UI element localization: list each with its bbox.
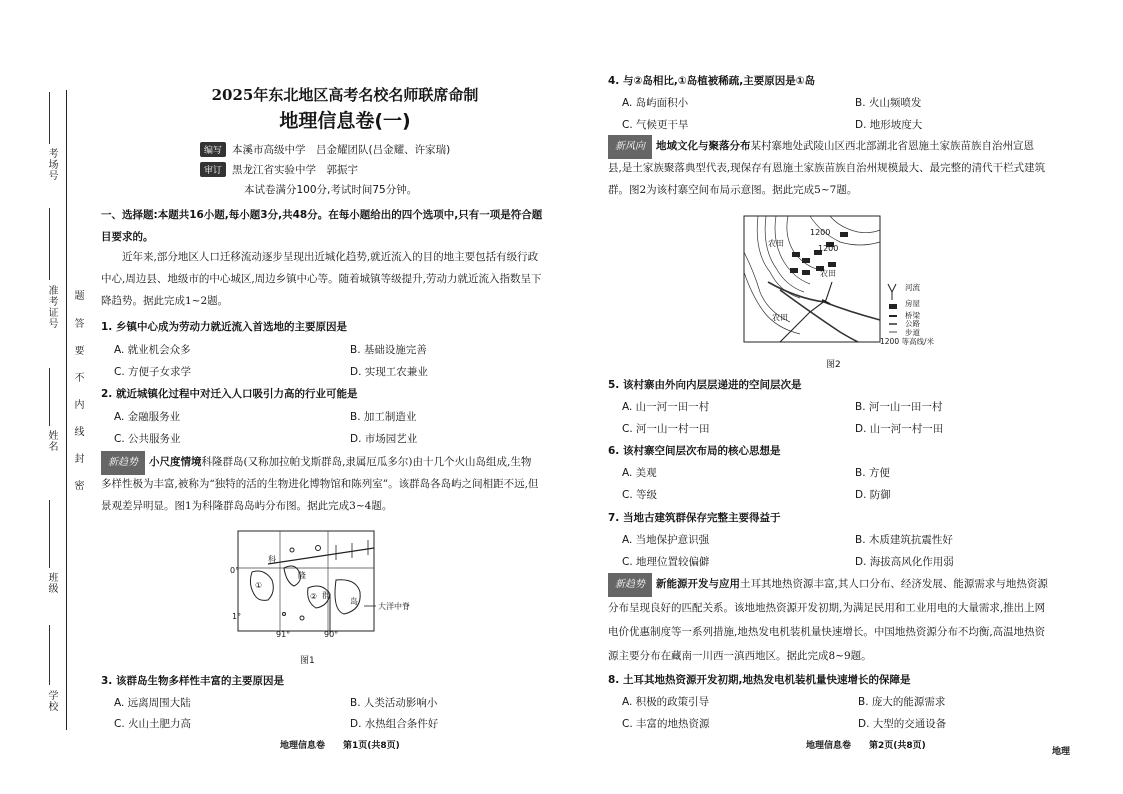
school-label: 学校	[46, 690, 57, 712]
map-label: 隆	[298, 571, 306, 580]
legend-road: 公路	[905, 319, 920, 328]
case3-title: 新能源开发与应用	[656, 578, 740, 590]
reviewer-tag: 审订	[200, 162, 226, 177]
question-6: 6. 该村寨空间层次布局的核心思想是	[608, 445, 781, 457]
case3-line: 分布呈现良好的匹配关系。该地地热资源开发初期,为满足民用和工业用电的大量需求,推出上网	[608, 602, 1046, 614]
editor-text: 本溪市高级中学 吕金耀团队(吕金耀、许家瑞)	[232, 144, 451, 156]
q7-option-c[interactable]: C. 地理位置较偏僻	[622, 556, 710, 568]
exam-series-title: 2025年东北地区高考名校名师联席命制	[211, 86, 479, 104]
section-heading: 一、选择题:本题共16小题,每小题3分,共48分。在每小题给出的四个选项中,只有一项是符合题	[101, 209, 543, 221]
case2-line: 群。图2为该村寨空间布局示意图。据此完成5~7题。	[608, 184, 858, 196]
name-label: 姓名	[46, 430, 57, 452]
case2-line: 县,是土家族聚落典型代表,现保存有恩施土家族苗族自治州规模最大、最完整的清代干栏式建筑	[608, 162, 1046, 174]
q4-option-d[interactable]: D. 地形坡度大	[855, 119, 923, 131]
binding-line	[66, 90, 67, 730]
q1-option-a[interactable]: A. 就业机会众多	[114, 344, 191, 356]
map-label: 群	[322, 591, 330, 600]
editor-tag: 编写	[200, 142, 226, 157]
q6-option-d[interactable]: D. 防御	[855, 489, 891, 501]
question-7: 7. 当地古建筑群保存完整主要得益于	[608, 512, 781, 524]
editor-line	[200, 142, 450, 157]
seal-char: 密	[72, 480, 83, 491]
field-label: 农田	[772, 313, 788, 322]
q1-option-c[interactable]: C. 方便子女求学	[114, 366, 192, 378]
q2-option-b[interactable]: B. 加工制造业	[350, 411, 417, 423]
class-label: 班级	[46, 572, 57, 594]
map-label: 科	[268, 555, 276, 564]
reviewer-text: 黑龙江省实验中学 郭振宇	[232, 164, 359, 176]
page-footer-right: 地理信息卷 第2页(共8页)	[806, 741, 926, 751]
question-5: 5. 该村寨由外向内层层递进的空间层次是	[608, 379, 802, 391]
class-field[interactable]	[49, 500, 50, 568]
field-label: 农田	[768, 239, 784, 248]
q6-option-a[interactable]: A. 美观	[622, 467, 657, 479]
question-1: 1. 乡镇中心成为劳动力就近流入首选地的主要原因是	[101, 321, 347, 333]
case1-text: 科隆群岛(又称加拉帕戈斯群岛,隶属厄瓜多尔)由十几个火山岛组成,生物	[201, 456, 532, 468]
case3-line	[608, 573, 1048, 597]
q2-option-d[interactable]: D. 市场园艺业	[350, 433, 418, 445]
q8-option-d[interactable]: D. 大型的交通设备	[858, 718, 947, 730]
paper-title: 地理信息卷(一)	[279, 110, 411, 132]
legend-river: 河流	[905, 283, 920, 292]
subject-corner-label: 地理	[1052, 747, 1071, 757]
page-footer-left: 地理信息卷 第1页(共8页)	[280, 741, 400, 751]
figure-1-caption: 图1	[300, 656, 315, 666]
q8-option-c[interactable]: C. 丰富的地热资源	[622, 718, 710, 730]
seal-char: 封	[72, 453, 83, 464]
case1-line: 景观差异明显。图1为科隆群岛岛屿分布图。据此完成3~4题。	[101, 500, 393, 512]
q2-option-a[interactable]: A. 金融服务业	[114, 411, 181, 423]
map-label: 岛	[350, 597, 358, 606]
island-2-marker: ②	[310, 592, 318, 601]
ridge-label: 大洋中脊	[378, 602, 410, 611]
intro-line: 近年来,部分地区人口迁移流动逐步呈现出近城化趋势,就近流入的目的地主要包括有级行政	[101, 251, 539, 263]
contour-label: 1200	[818, 244, 839, 253]
figure-1-map	[232, 528, 442, 646]
name-field[interactable]	[49, 368, 50, 426]
q2-option-c[interactable]: C. 公共服务业	[114, 433, 181, 445]
island-1-marker: ①	[255, 581, 263, 590]
trend-badge: 新趋势	[101, 451, 145, 475]
case3-line: 电价优惠制度等一系列措施,地热发电机装机量快速增长。中国地热资源分布不均衡,高温地热资	[608, 626, 1046, 638]
q7-option-d[interactable]: D. 海拔高风化作用弱	[855, 556, 954, 568]
case3-text: 土耳其地热资源丰富,其人口分布、经济发展、能源需求与地热资源	[740, 578, 1048, 590]
q5-option-c[interactable]: C. 河一山一村一田	[622, 423, 710, 435]
question-4: 4. 与②岛相比,①岛植被稀疏,主要原因是①岛	[608, 75, 816, 87]
reviewer-line	[200, 162, 358, 177]
legend-contour: 1200 等高线/米	[880, 337, 934, 346]
seal-char: 题	[72, 290, 83, 301]
exam-room-label: 考场号	[46, 148, 57, 181]
intro-line: 降趋势。据此完成1~2题。	[101, 295, 229, 307]
case1-title: 小尺度情境	[149, 456, 202, 468]
seal-char: 不	[72, 372, 83, 383]
trend-badge: 新趋势	[608, 573, 652, 597]
lat-label: 1°	[232, 612, 242, 621]
field-label: 农田	[820, 269, 836, 278]
admission-no-field[interactable]	[49, 208, 50, 280]
case1-line: 多样性极为丰富,被称为“独特的活的生物进化博物馆和陈列室”。该群岛各岛屿之间相距不远,但	[101, 478, 539, 490]
case2-title: 地域文化与聚落分布	[656, 140, 751, 152]
lat-label: 0°	[230, 566, 240, 575]
seal-char: 内	[72, 399, 83, 410]
q7-option-a[interactable]: A. 当地保护意识强	[622, 534, 710, 546]
admission-no-label: 准考证号	[46, 285, 57, 329]
direction-badge: 新风向	[608, 135, 652, 159]
q5-option-a[interactable]: A. 山一河一田一村	[622, 401, 710, 413]
intro-line: 中心,周边县、地级市的中心城区,周边乡镇中心等。随着城镇等级提升,劳动力就近流入指数呈下	[101, 273, 542, 285]
seal-char: 要	[72, 345, 83, 356]
lon-label: 90°	[324, 630, 339, 639]
q4-option-b[interactable]: B. 火山频喷发	[855, 97, 922, 109]
q8-option-b[interactable]: B. 庞大的能源需求	[858, 696, 946, 708]
legend-house: 房屋	[905, 299, 920, 308]
seal-char: 答	[72, 318, 83, 329]
figure-2-caption: 图2	[826, 360, 841, 370]
q4-option-a[interactable]: A. 岛屿面积小	[622, 97, 689, 109]
lon-label: 91°	[276, 630, 291, 639]
seal-char: 线	[72, 426, 83, 437]
q8-option-a[interactable]: A. 积极的政策引导	[622, 696, 710, 708]
q3-option-c[interactable]: C. 火山土肥力高	[114, 718, 192, 730]
question-3: 3. 该群岛生物多样性丰富的主要原因是	[101, 675, 284, 687]
q6-option-b[interactable]: B. 方便	[855, 467, 890, 479]
q5-option-b[interactable]: B. 河一山一田一村	[855, 401, 943, 413]
case2-line	[608, 135, 1034, 159]
q5-option-d[interactable]: D. 山一河一村一田	[855, 423, 944, 435]
question-2: 2. 就近城镇化过程中对迁入人口吸引力高的行业可能是	[101, 388, 358, 400]
case2-text: 某村寨地处武陵山区西北部湖北省恩施土家族苗族自治州宣恩	[750, 140, 1034, 152]
exam-room-field[interactable]	[49, 92, 50, 144]
legend-path: 步道	[905, 328, 920, 337]
q1-option-b[interactable]: B. 基础设施完善	[350, 344, 427, 356]
q3-option-a[interactable]: A. 远离周围大陆	[114, 697, 191, 709]
q3-option-d[interactable]: D. 水热组合条件好	[350, 718, 439, 730]
question-8: 8. 土耳其地热资源开发初期,地热发电机装机量快速增长的保障是	[608, 674, 911, 686]
contour-label: 1200	[810, 228, 831, 237]
exam-info: 本试卷满分100分,考试时间75分钟。	[244, 184, 418, 196]
q7-option-b[interactable]: B. 木质建筑抗震性好	[855, 534, 953, 546]
school-field[interactable]	[49, 625, 50, 685]
case1-line	[101, 451, 531, 475]
legend-bridge: 桥梁	[905, 311, 920, 320]
q1-option-d[interactable]: D. 实现工农兼业	[350, 366, 428, 378]
section-heading-cont: 目要求的。	[101, 231, 154, 243]
q6-option-c[interactable]: C. 等级	[622, 489, 658, 501]
q3-option-b[interactable]: B. 人类活动影响小	[350, 697, 438, 709]
q4-option-c[interactable]: C. 气候更干旱	[622, 119, 689, 131]
case3-line: 源主要分布在藏南一川西一滇西地区。据此完成8~9题。	[608, 650, 872, 662]
